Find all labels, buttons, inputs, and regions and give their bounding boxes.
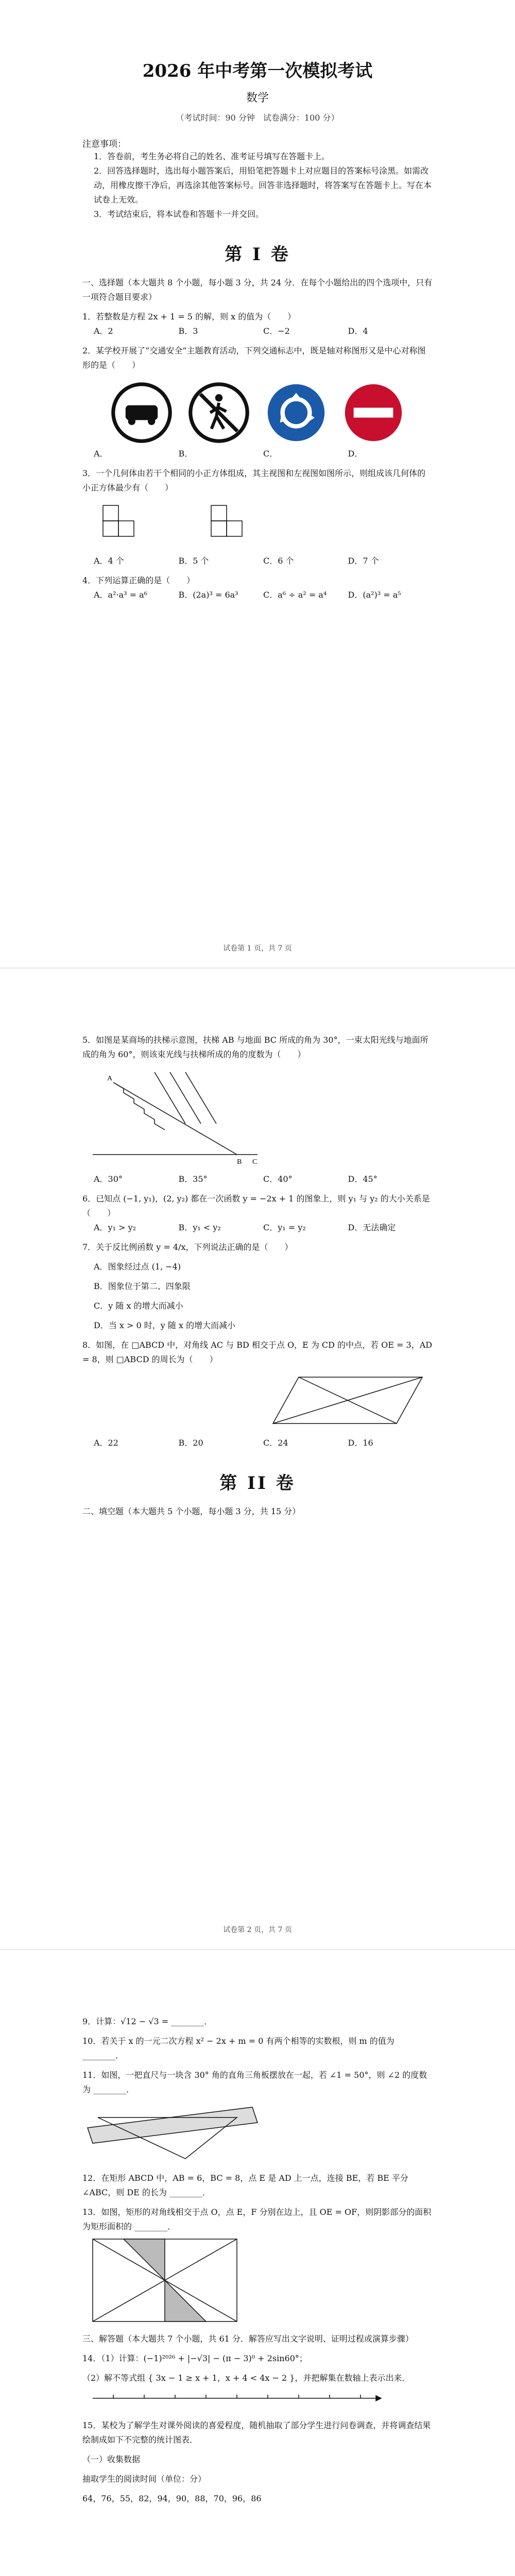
volume-2-heading: 第 II 卷	[219, 1473, 296, 1494]
ruler-triangle-figure	[82, 2097, 268, 2164]
page-3	[0, 1963, 515, 2576]
option: A．2	[94, 326, 113, 336]
option: C．24	[263, 1438, 288, 1448]
option: D．(a²)³ = a⁵	[348, 590, 401, 600]
question-6-options	[94, 1221, 433, 1235]
question-11: 11．如图，一把直尺与一块含 30° 角的直角三角板摆放在一起，若 ∠1 = 50°，则 ∠2 的度数为 ________．	[82, 2070, 427, 2094]
question-1: 1．若整数是方程 2x + 1 = 5 的解，则 x 的值为（ ）	[82, 312, 296, 321]
section-2-heading: 二、填空题（本大题共 5 个小题，每小题 3 分，共 15 分）	[82, 1506, 301, 1516]
no-cars-sign-icon	[111, 382, 173, 444]
question-2-options	[94, 447, 433, 461]
option: A．图象经过点 (1, −4)	[94, 1262, 181, 1272]
option: B．(2a)³ = 6a³	[178, 590, 238, 600]
question-12: 12．在矩形 ABCD 中，AB = 6，BC = 8，点 E 是 AD 上一点，连接 BE，若 BE 平分 ∠ABC，则 DE 的长为 ________．	[82, 2173, 408, 2197]
option: A．4 个	[94, 556, 124, 566]
volume-1-heading: 第 I 卷	[225, 244, 290, 265]
option: A．y₁ > y₂	[94, 1223, 136, 1232]
option: C．40°	[263, 1174, 293, 1184]
section-1-heading: 一、选择题（本大题共 8 个小题，每小题 3 分，共 24 分．在每个小题给出的四个选项中，只有一项符合题目要求）	[82, 278, 433, 302]
option: A．30°	[94, 1174, 123, 1184]
option: D．无法确定	[348, 1223, 396, 1232]
number-line-figure	[82, 2385, 391, 2411]
svg-text:A: A	[107, 1075, 113, 1082]
page-1	[0, 0, 515, 969]
option: D．当 x > 0 时，y 随 x 的增大而减小	[94, 1320, 236, 1330]
question-8: 8．如图，在 □ABCD 中，对角线 AC 与 BD 相交于点 O，E 为 CD 的中点，若 OE = 3，AD = 8，则 □ABCD 的周长为（ ）	[82, 1340, 433, 1364]
page-footer: 试卷第 2 页，共 7 页	[223, 1926, 292, 1934]
question-13: 13．如图，矩形的对角线相交于点 O，点 E，F 分别在边上，且 OE = OF，则阴影部分的面积为矩形面积的 ________．	[82, 2207, 432, 2231]
option: C．y 随 x 的增大而减小	[94, 1301, 183, 1311]
option: C．	[263, 449, 278, 459]
question-5-options	[94, 1172, 433, 1187]
option: B．3	[178, 326, 198, 336]
page-footer: 试卷第 1 页，共 7 页	[223, 944, 292, 953]
option: C．6 个	[263, 556, 294, 566]
cube-views-figure	[82, 495, 433, 552]
exam-subject: 数学	[246, 92, 269, 105]
question-7: 7．关于反比例函数 y = 4/x，下列说法正确的是（ ）	[82, 1242, 293, 1252]
option: D．	[348, 449, 363, 459]
question-4: 4．下列运算正确的是（ ）	[82, 575, 195, 585]
exam-meta: （考试时间：90 分钟 试卷满分：100 分）	[176, 113, 339, 123]
option: D．7 个	[348, 556, 379, 566]
parallelogram-figure	[268, 1367, 433, 1434]
option: B．5 个	[178, 556, 209, 566]
note-item: 2．回答选择题时，选出每小题答案后，用铅笔把答题卡上对应题目的答案标号涂黑。如需改动，用橡皮擦干净后，再选涂其他答案标号。回答非选择题时，将答案写在答题卡上。写在本试卷上无效。	[94, 166, 432, 205]
question-15: 15．某校为了解学生对课外阅读的喜爱程度，随机抽取了部分学生进行问卷调查，并将调查结果绘制成如下不完整的统计图表．	[82, 2420, 431, 2445]
question-15-data: 64，76，55，82，94，90，88，70，96，86	[82, 2494, 262, 2503]
no-pedestrians-sign-icon	[188, 382, 250, 444]
exam-title: 2026 年中考第一次模拟考试	[142, 61, 373, 81]
option: A．22	[94, 1438, 118, 1448]
page-2	[0, 981, 515, 1950]
option: C．−2	[263, 326, 290, 336]
option: B．35°	[178, 1174, 208, 1184]
section-3-heading: 三、解答题（本大题共 7 个小题，共 61 分．解答应写出文字说明、证明过程或演算步骤）	[82, 2334, 414, 2344]
question-6: 6．已知点 (−1, y₁)，(2, y₂) 都在一次函数 y = −2x + 1 的图象上，则 y₁ 与 y₂ 的大小关系是（ ）	[82, 1194, 430, 1218]
svg-text:C: C	[252, 1158, 258, 1166]
question-15-data-label: 抽取学生的阅读时间（单位：分）	[82, 2474, 207, 2484]
option: C．y₁ = y₂	[263, 1223, 306, 1232]
option: D．45°	[348, 1174, 377, 1184]
notes-heading: 注意事项：	[82, 139, 126, 149]
option: D．16	[348, 1438, 373, 1448]
question-4-options	[94, 588, 433, 602]
question-2: 2．某学校开展了“交通安全”主题教育活动，下列交通标志中，既是轴对称图形又是中心对称图形的是（ ）	[82, 346, 426, 370]
question-14-part-2: （2）解不等式组 { 3x − 1 ≥ x + 1，x + 4 < 4x − 2 }，并把解集在数轴上表示出来．	[82, 2373, 410, 2383]
roundabout-sign-icon	[265, 382, 327, 444]
question-8-options	[94, 1436, 433, 1450]
question-3-options	[94, 554, 433, 568]
question-5: 5．如图是某商场的扶梯示意图，扶梯 AB 与地面 BC 所成的角为 30°，一束太阳光线与地面所成的角为 60°，则该束光线与扶梯所成的角的度数为（ ）	[82, 1035, 428, 1059]
option: B．y₁ < y₂	[178, 1223, 221, 1232]
escalator-figure	[82, 1062, 268, 1170]
option: D．4	[348, 326, 368, 336]
note-item: 3．考试结束后，将本试卷和答题卡一并交回。	[94, 209, 264, 219]
question-15-collect: （一）收集数据	[82, 2454, 141, 2464]
question-14: 14．（1）计算：(−1)²⁰²⁶ + |−√3| − (π − 3)⁰ + 2sin60°；	[82, 2353, 307, 2363]
option: B．	[178, 449, 193, 459]
option: A．	[94, 449, 108, 459]
option: B．20	[178, 1438, 203, 1448]
no-entry-sign-icon	[342, 382, 404, 444]
question-3: 3．一个几何体由若干个相同的小正方体组成，其主视图和左视图如图所示，则组成该几何体的小正方体最少有（ ）	[82, 468, 426, 493]
traffic-signs	[103, 382, 412, 444]
option: C．a⁶ ÷ a² = a⁴	[263, 590, 327, 600]
note-item: 1．答卷前，考生务必将自己的姓名、准考证号填写在答题卡上。	[94, 151, 330, 161]
rectangle-shaded-figure	[82, 2234, 247, 2327]
question-1-options	[94, 324, 433, 338]
svg-text:B: B	[237, 1158, 242, 1166]
question-9: 9．计算：√12 − √3 = ________．	[82, 2016, 213, 2026]
option: A．a²·a³ = a⁶	[94, 590, 148, 600]
question-10: 10．若关于 x 的一元二次方程 x² − 2x + m = 0 有两个相等的实数根，则 m 的值为 ________．	[82, 2036, 394, 2060]
option: B．图象位于第二、四象限	[94, 1281, 191, 1291]
